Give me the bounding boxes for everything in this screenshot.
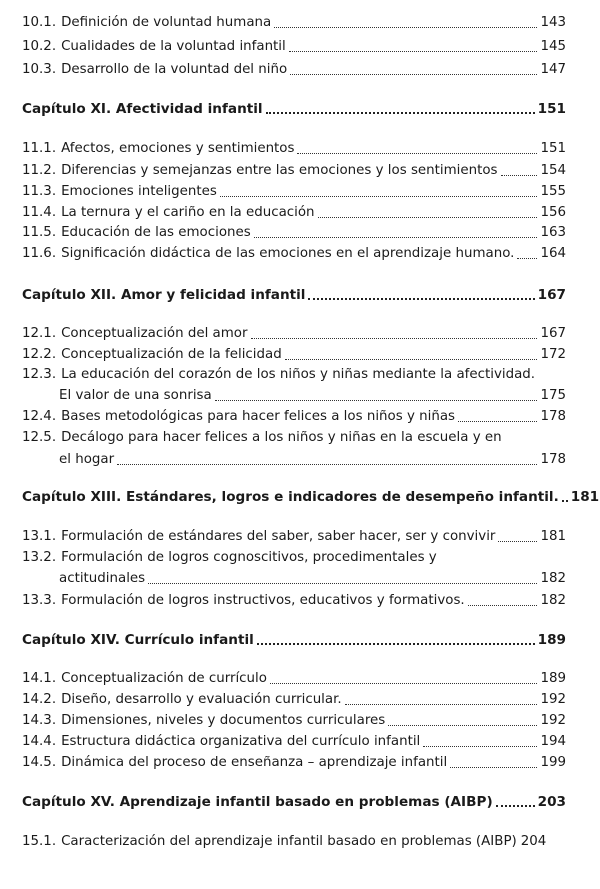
toc-entry <box>22 38 566 56</box>
toc-entry-title: Conceptualización de la felicidad <box>61 347 282 362</box>
toc-entry-title: Cualidades de la voluntad infantil <box>61 39 286 54</box>
toc-entry-number: 12.3. <box>22 367 57 382</box>
toc-entry-title: Decálogo para hacer felices a los niños y niñas en la escuela y en <box>61 430 502 445</box>
toc-page-number: 143 <box>540 15 566 30</box>
toc-page-number: 199 <box>540 755 566 770</box>
toc-entry <box>22 204 566 222</box>
toc-entry <box>22 224 566 242</box>
chapter-title: Capítulo XV. Aprendizaje infantil basado en problemas (AIBP) <box>22 794 493 810</box>
toc-entry-number: 11.3. <box>22 184 57 199</box>
toc-entry <box>22 670 566 688</box>
toc-entry-title: Formulación de logros cognoscitivos, procedimentales y <box>61 550 437 565</box>
toc-chapter-heading <box>22 631 566 649</box>
toc-entry <box>22 570 566 588</box>
dot-leader <box>423 746 537 747</box>
toc-entry-title: Formulación de logros instructivos, educativos y formativos. <box>61 593 465 608</box>
toc-page-number: 151 <box>537 101 566 117</box>
dot-leader <box>220 196 538 197</box>
toc-entry <box>22 429 566 447</box>
toc-entry-number: 12.1. <box>22 326 57 341</box>
toc-entry-number: 14.5. <box>22 755 57 770</box>
toc-chapter-heading <box>22 793 566 811</box>
dot-leader <box>297 153 537 154</box>
toc-entry-title: Desarrollo de la voluntad del niño <box>61 62 288 77</box>
toc-entry <box>22 528 566 546</box>
toc-entry <box>22 346 566 364</box>
toc-page-number: 181 <box>540 529 566 544</box>
dot-leader <box>496 805 535 807</box>
dot-leader <box>318 217 538 218</box>
toc-entry-title: Dinámica del proceso de enseñanza – aprendizaje infantil <box>61 755 448 770</box>
toc-entry-number: 14.2. <box>22 692 57 707</box>
toc-chapter-heading <box>22 286 566 304</box>
toc-entry <box>22 754 566 772</box>
toc-entry <box>22 592 566 610</box>
dot-leader <box>254 237 538 238</box>
dot-leader <box>251 338 538 339</box>
dot-leader <box>266 112 535 114</box>
dot-leader <box>468 605 538 606</box>
toc-entry-title: Formulación de estándares del saber, saber hacer, ser y convivir <box>61 529 496 544</box>
toc-entry <box>22 162 566 180</box>
toc-entry <box>22 733 566 751</box>
toc-entry-title: El valor de una sonrisa <box>59 388 212 403</box>
toc-entry-title: Estructura didáctica organizativa del currículo infantil <box>61 734 421 749</box>
toc-chapter-heading <box>22 488 600 506</box>
toc-page-number: 145 <box>540 39 566 54</box>
toc-page-number: 164 <box>540 246 566 261</box>
toc-page-number: 147 <box>540 62 566 77</box>
toc-entry-title: Definición de voluntad humana <box>61 15 272 30</box>
toc-page-number: 189 <box>540 671 566 686</box>
chapter-title: Capítulo XIV. Currículo infantil <box>22 632 254 648</box>
toc-entry-number: 14.4. <box>22 734 57 749</box>
dot-leader <box>117 464 537 465</box>
toc-entry <box>22 408 566 426</box>
toc-page-number: 178 <box>540 452 566 467</box>
dot-leader <box>308 298 534 300</box>
toc-page-number: 155 <box>540 184 566 199</box>
toc-entry-number: 13.2. <box>22 550 57 565</box>
toc-page-number: 192 <box>540 713 566 728</box>
toc-entry-title: Dimensiones, niveles y documentos curriculares <box>61 713 386 728</box>
toc-entry-title: La ternura y el cariño en la educación <box>61 205 315 220</box>
toc-entry-title: Emociones inteligentes <box>61 184 217 199</box>
toc-entry <box>22 245 566 263</box>
dot-leader <box>270 683 537 684</box>
toc-entry <box>22 833 566 851</box>
toc-page-number: 175 <box>540 388 566 403</box>
dot-leader <box>148 583 537 584</box>
toc-page-number: 156 <box>540 205 566 220</box>
toc-entry-number: 13.3. <box>22 593 57 608</box>
toc-page-number: 167 <box>537 287 566 303</box>
toc-entry-number: 12.2. <box>22 347 57 362</box>
toc-page-number: 178 <box>540 409 566 424</box>
toc-page-number: 203 <box>537 794 566 810</box>
toc-entry-number: 11.5. <box>22 225 57 240</box>
dot-leader <box>450 767 537 768</box>
toc-entry-number: 12.5. <box>22 430 57 445</box>
dot-leader <box>215 400 538 401</box>
toc-page-number: 163 <box>540 225 566 240</box>
dot-leader <box>501 175 538 176</box>
toc-entry <box>22 712 566 730</box>
toc-entry-title: Significación didáctica de las emociones en el aprendizaje humano. <box>61 246 515 261</box>
toc-page-number: 194 <box>540 734 566 749</box>
dot-leader <box>285 359 538 360</box>
toc-entry-number: 10.2. <box>22 39 57 54</box>
toc-entry <box>22 140 566 158</box>
toc-page-number: 182 <box>540 593 566 608</box>
toc-entry-title: Caracterización del aprendizaje infantil basado en problemas (AIBP) <box>61 834 517 849</box>
dot-leader <box>517 258 537 259</box>
dot-leader <box>257 643 535 645</box>
toc-chapter-heading <box>22 100 566 118</box>
toc-entry <box>22 451 566 469</box>
toc-page-number: 189 <box>537 632 566 648</box>
toc-page-number: 182 <box>540 571 566 586</box>
toc-entry-title: actitudinales <box>59 571 146 586</box>
chapter-title: Capítulo XI. Afectividad infantil <box>22 101 263 117</box>
toc-entry-title: Conceptualización del amor <box>61 326 248 341</box>
toc-entry-number: 12.4. <box>22 409 57 424</box>
toc-entry-number: 14.1. <box>22 671 57 686</box>
dot-leader <box>290 74 537 75</box>
dot-leader <box>562 500 568 502</box>
dot-leader <box>289 51 538 52</box>
toc-entry-title: La educación del corazón de los niños y niñas mediante la afectividad. <box>61 367 536 382</box>
toc-entry <box>22 366 566 384</box>
toc-entry-title: el hogar <box>59 452 115 467</box>
toc-entry <box>22 61 566 79</box>
toc-page-number: 192 <box>540 692 566 707</box>
toc-entry-title: Bases metodológicas para hacer felices a los niños y niñas <box>61 409 456 424</box>
toc-entry-number: 11.4. <box>22 205 57 220</box>
toc-entry <box>22 183 566 201</box>
toc-entry <box>22 691 566 709</box>
dot-leader <box>274 27 537 28</box>
toc-page-number: 204 <box>520 834 547 849</box>
dot-leader <box>498 541 537 542</box>
toc-entry-number: 11.2. <box>22 163 57 178</box>
toc-entry-number: 14.3. <box>22 713 57 728</box>
chapter-title: Capítulo XII. Amor y felicidad infantil <box>22 287 306 303</box>
toc-page-number: 172 <box>540 347 566 362</box>
toc-entry-number: 15.1. <box>22 834 57 849</box>
toc-page-number: 181 <box>570 489 600 505</box>
toc-entry-number: 11.1. <box>22 141 57 156</box>
toc-page-number: 154 <box>540 163 566 178</box>
toc-entry <box>22 14 566 32</box>
toc-entry <box>22 387 566 405</box>
toc-entry <box>22 325 566 343</box>
toc-entry-title: Educación de las emociones <box>61 225 251 240</box>
toc-entry-number: 10.1. <box>22 15 57 30</box>
toc-entry-title: Conceptualización de currículo <box>61 671 267 686</box>
toc-entry-title: Diseño, desarrollo y evaluación curricular. <box>61 692 342 707</box>
toc-entry-title: Diferencias y semejanzas entre las emociones y los sentimientos <box>61 163 498 178</box>
dot-leader <box>458 421 537 422</box>
toc-page-number: 167 <box>540 326 566 341</box>
dot-leader <box>388 725 537 726</box>
toc-entry-number: 10.3. <box>22 62 57 77</box>
chapter-title: Capítulo XIII. Estándares, logros e indicadores de desempeño infantil. <box>22 489 559 505</box>
toc-page-number: 151 <box>540 141 566 156</box>
toc-entry-title: Afectos, emociones y sentimientos <box>61 141 295 156</box>
toc-entry-number: 13.1. <box>22 529 57 544</box>
toc-entry <box>22 549 566 567</box>
dot-leader <box>345 704 538 705</box>
toc-entry-number: 11.6. <box>22 246 57 261</box>
